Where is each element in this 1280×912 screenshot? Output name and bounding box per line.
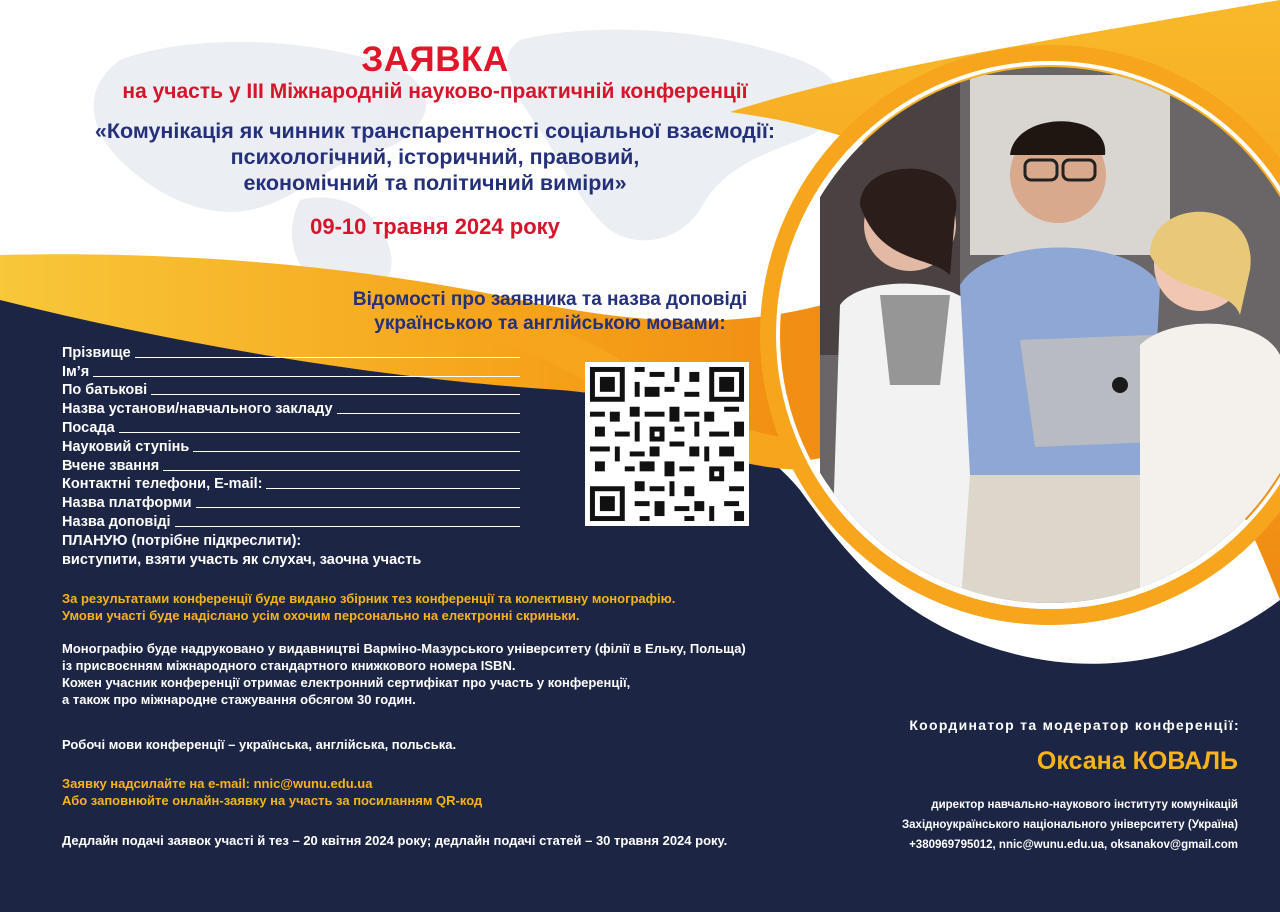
conference-date: 09-10 травня 2024 року xyxy=(310,214,560,239)
field-line xyxy=(135,357,520,358)
form-row-contacts[interactable] xyxy=(62,474,520,493)
qr-code[interactable] xyxy=(585,362,749,526)
form-row-position[interactable] xyxy=(62,417,520,436)
submit-email[interactable]: Заявку надсилайте на e-mail: nnic@wunu.edu.ua xyxy=(62,776,373,791)
theme-line: психологічний, історичний, правовий, xyxy=(230,145,640,169)
heading-line: українською та англійською мовами: xyxy=(374,313,726,334)
team-photo xyxy=(820,55,1280,615)
plan-options[interactable]: виступити, взяти участь як слухач, заочна участь xyxy=(62,551,422,568)
field-label: Науковий ступінь xyxy=(62,438,190,455)
deadline-note: Дедлайн подачі заявок участі й тез – 20 квітня 2024 року; дедлайн подачі статей – 30 травня 2024 року. xyxy=(62,833,728,848)
note-line: Кожен учасник конференції отримає електронний сертифікат про участь у конференції, xyxy=(62,675,631,690)
field-label: Прізвище xyxy=(62,344,131,361)
note-line: а також про міжнародне стажування обсягом 30 годин. xyxy=(62,692,416,707)
field-line xyxy=(175,526,520,527)
theme-line: «Комунікація як чинник транспарентності соціальної взаємодії: xyxy=(94,119,776,143)
note-line: За результатами конференції буде видано збірник тез конференції та колективну монографію. xyxy=(62,591,676,606)
form-row-institution[interactable] xyxy=(62,398,520,417)
form-row-degree[interactable] xyxy=(62,436,520,455)
field-label: Ім’я xyxy=(62,363,90,380)
field-label: Контактні телефони, E-mail: xyxy=(62,476,263,493)
coordinator-detail-line: Західноукраїнського національного університету (Україна) xyxy=(901,819,1238,831)
coordinator-contacts[interactable]: +380969795012, nnic@wunu.edu.ua, oksanakov@gmail.com xyxy=(909,839,1238,851)
field-line xyxy=(93,376,520,377)
field-label: Назва платформи xyxy=(62,495,192,512)
conference-theme xyxy=(0,118,870,196)
note-line: Умови участі буде надіслано усім охочим персонально на електронні скриньки. xyxy=(62,608,580,623)
form-row-name[interactable] xyxy=(62,361,520,380)
field-label: По батькові xyxy=(62,382,148,399)
field-line xyxy=(151,394,520,395)
form-row-surname[interactable] xyxy=(62,342,520,361)
form-row-report-title[interactable] xyxy=(62,511,520,530)
note-line: із присвоєнням міжнародного стандартного книжкового номера ISBN. xyxy=(62,658,516,673)
field-label: Назва доповіді xyxy=(62,513,171,530)
applicant-info-heading xyxy=(300,288,800,336)
heading-line: Відомості про заявника та назва доповіді xyxy=(352,289,748,310)
plan-label: ПЛАНУЮ (потрібне підкреслити): xyxy=(62,532,302,549)
field-line xyxy=(193,451,520,452)
field-label: Назва установи/навчального закладу xyxy=(62,401,333,418)
coordinator-label: Координатор та модератор конференції: xyxy=(909,717,1240,733)
form-row-title[interactable] xyxy=(62,455,520,474)
submit-note xyxy=(62,775,482,809)
application-title: ЗАЯВКА xyxy=(361,40,509,79)
theme-line: економічний та політичний виміри» xyxy=(243,171,627,195)
coordinator-detail-line: директор навчально-наукового інституту комунікацій xyxy=(931,799,1238,811)
submit-qr-note: Або заповнюйте онлайн-заявку на участь за посиланням QR-код xyxy=(62,793,483,808)
monograph-note xyxy=(62,640,746,708)
coordinator-name: Оксана КОВАЛЬ xyxy=(1036,747,1238,775)
languages-note: Робочі мови конференції – українська, англійська, польська. xyxy=(62,737,457,752)
field-line xyxy=(266,488,520,489)
field-line xyxy=(119,432,520,433)
field-label: Посада xyxy=(62,419,115,436)
field-line xyxy=(196,507,520,508)
results-note xyxy=(62,590,675,624)
form-row-platform[interactable] xyxy=(62,492,520,511)
field-line xyxy=(337,413,520,414)
application-form xyxy=(62,342,532,570)
field-line xyxy=(163,470,520,471)
field-label: Вчене звання xyxy=(62,457,160,474)
form-row-patronymic[interactable] xyxy=(62,380,520,399)
coordinator-details xyxy=(902,795,1238,855)
note-line: Монографію буде надруковано у видавництві Вармінο-Мазурського університету (філії в Ельку, Польща) xyxy=(62,641,746,656)
conference-subtitle: на участь у III Міжнародній науково-практичній конференції xyxy=(122,80,748,103)
